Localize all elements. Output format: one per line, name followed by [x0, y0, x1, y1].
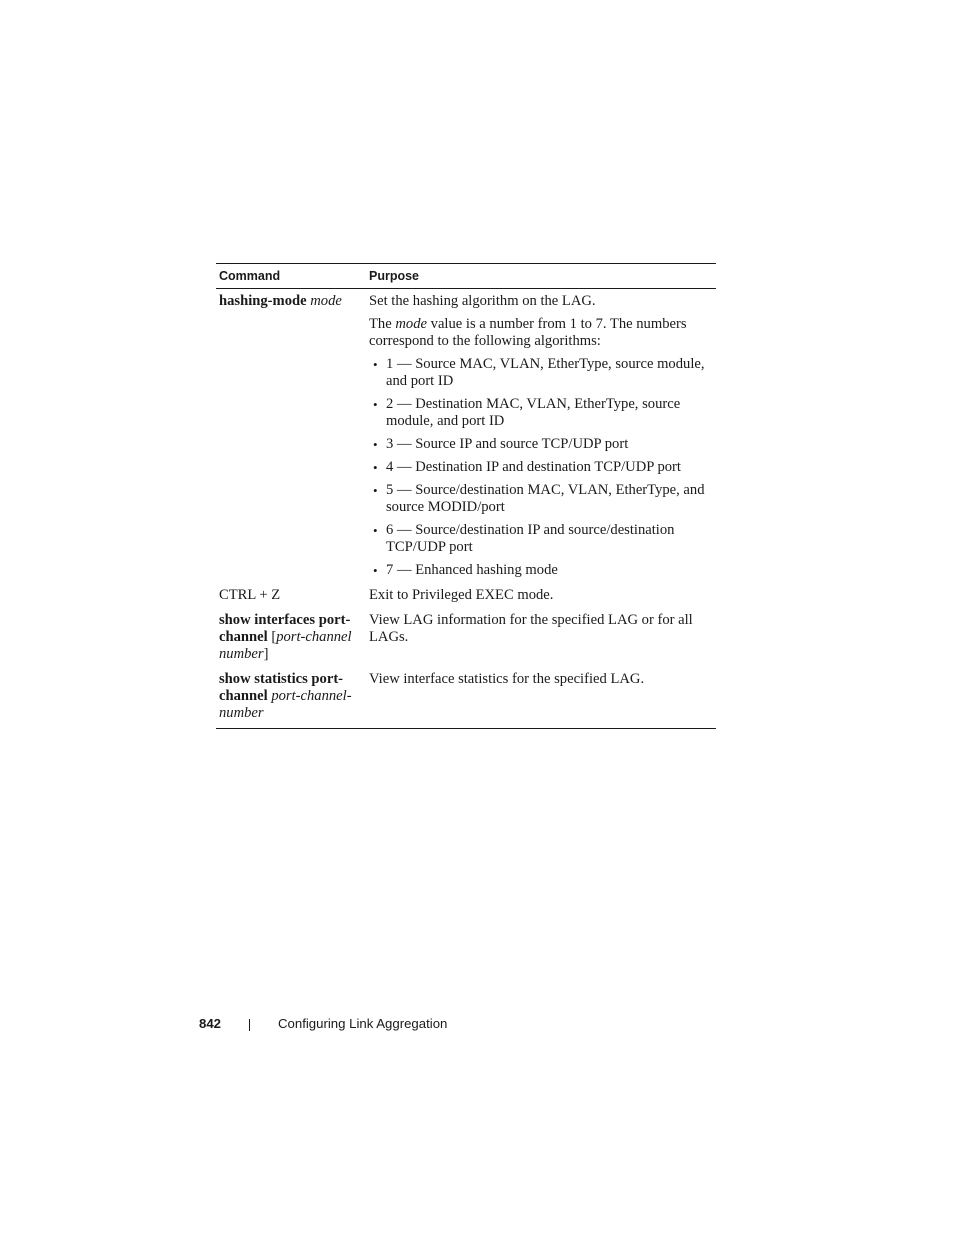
command-argument: mode	[310, 293, 342, 309]
table-row	[216, 579, 716, 604]
command-cell: CTRL + Z	[219, 587, 281, 603]
footer-divider	[249, 1019, 250, 1031]
header-command: Command	[219, 269, 281, 283]
purpose-cell: View interface statistics for the specified LAG.	[369, 671, 645, 687]
algorithm-list	[369, 356, 712, 579]
table-row	[216, 604, 716, 663]
list-item: • 6 — Source/destination IP and source/destination TCP/UDP port	[373, 522, 675, 555]
purpose-cell: Exit to Privileged EXEC mode.	[369, 587, 554, 603]
list-item: • 7 — Enhanced hashing mode	[373, 562, 558, 578]
list-item: • 4 — Destination IP and destination TCP/UDP port	[373, 459, 681, 475]
purpose-paragraph: The mode value is a number from 1 to 7. The numbers correspond to the following algorithms:	[369, 316, 687, 349]
list-item: • 3 — Source IP and source TCP/UDP port	[373, 436, 629, 452]
purpose-cell: View LAG information for the specified LAG or for all LAGs.	[369, 612, 693, 645]
purpose-text: Set the hashing algorithm on the LAG.	[369, 293, 596, 309]
chapter-title: Configuring Link Aggregation	[278, 1016, 448, 1031]
list-item: • 5 — Source/destination MAC, VLAN, EtherType, and source MODID/port	[373, 482, 705, 515]
command-cell: show interfaces port- channel [port-channel number]	[219, 612, 352, 662]
purpose-cell	[369, 293, 716, 579]
command-keyword: hashing-mode	[219, 293, 307, 309]
page-number: 842	[199, 1016, 222, 1031]
list-item: • 2 — Destination MAC, VLAN, EtherType, source module, and port ID	[373, 396, 681, 429]
table-row	[216, 663, 716, 728]
table-row	[216, 289, 716, 579]
table-header	[216, 264, 716, 289]
command-cell: show statistics port- channel port-channel- number	[219, 671, 352, 721]
list-item: • 1 — Source MAC, VLAN, EtherType, source module, and port ID	[373, 356, 705, 389]
page-footer	[199, 1016, 448, 1031]
command-cell	[216, 293, 369, 579]
command-table	[216, 263, 716, 729]
header-purpose: Purpose	[369, 269, 420, 283]
